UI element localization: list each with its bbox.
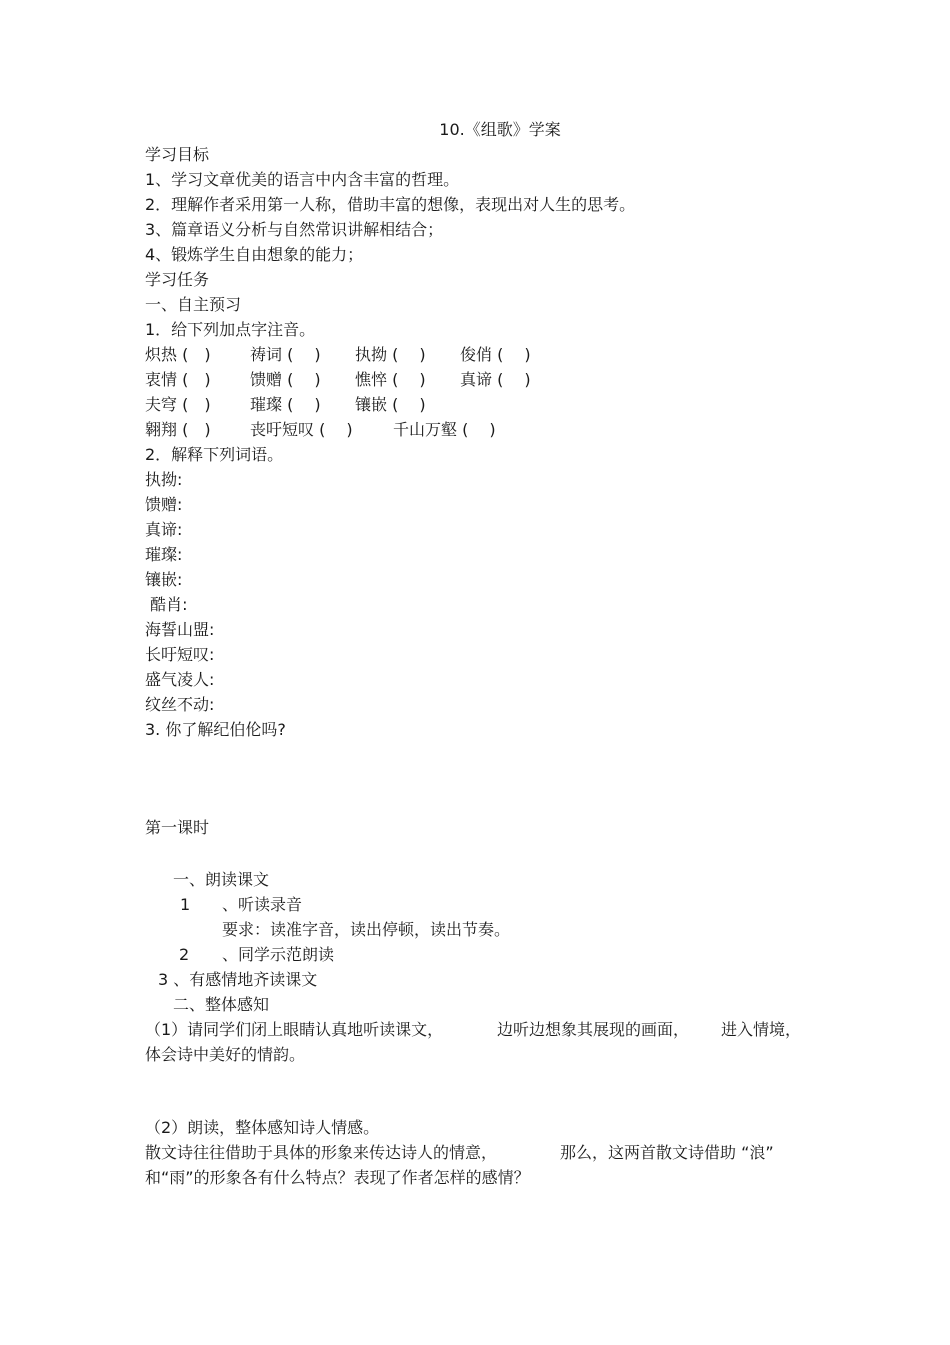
pinyin-item: 翱翔 ( ) — [145, 420, 211, 439]
overall-heading: 二、整体感知 — [173, 995, 270, 1014]
read-item: 、同学示范朗读 — [222, 945, 335, 964]
goal-item: 3、篇章语义分析与自然常识讲解相结合； — [145, 220, 444, 239]
pinyin-item: 镶嵌 ( ) — [355, 395, 426, 414]
pinyin-item: 千山万壑 ( ) — [393, 420, 496, 439]
overall-paragraph: （2）朗读，整体感知诗人情感。 — [145, 1118, 380, 1137]
section-preview: 一、自主预习 — [145, 295, 242, 314]
read-item-number: 2 — [179, 945, 190, 964]
pinyin-item: 夫穹 ( ) — [145, 395, 211, 414]
overall-paragraph: 进入情境， — [721, 1020, 802, 1039]
vocab-item: 真谛: — [145, 520, 183, 539]
pinyin-item: 璀璨 ( ) — [250, 395, 321, 414]
question-1: 1．给下列加点字注音。 — [145, 320, 316, 339]
goal-item: 1、学习文章优美的语言中内含丰富的哲理。 — [145, 170, 460, 189]
read-item: 3 、有感情地齐读课文 — [158, 970, 318, 989]
goal-item: 4、锻炼学生自由想象的能力； — [145, 245, 364, 264]
overall-paragraph: 边听边想象其展现的画面， — [497, 1020, 690, 1039]
overall-paragraph: 和“雨”的形象各有什么特点？表现了作者怎样的感情？ — [145, 1168, 530, 1187]
read-requirement: 要求：读准字音，读出停顿，读出节奏。 — [222, 920, 511, 939]
question-3: 3. 你了解纪伯伦吗? — [145, 720, 286, 739]
pinyin-item: 憔悴 ( ) — [355, 370, 426, 389]
vocab-item: 璀璨: — [145, 545, 183, 564]
pinyin-item: 执拗 ( ) — [355, 345, 426, 364]
vocab-item: 盛气凌人: — [145, 670, 215, 689]
pinyin-item: 馈赠 ( ) — [250, 370, 321, 389]
vocab-item: 执拗: — [145, 470, 183, 489]
overall-paragraph: （1）请同学们闭上眼睛认真地听读课文， — [145, 1020, 444, 1039]
vocab-item: 纹丝不动: — [145, 695, 215, 714]
overall-paragraph: 散文诗往往借助于具体的形象来传达诗人的情意， — [145, 1143, 498, 1162]
overall-paragraph: 体会诗中美好的情韵。 — [145, 1045, 306, 1064]
read-item: 、听读录音 — [222, 895, 303, 914]
lesson-heading: 第一课时 — [145, 818, 210, 837]
pinyin-item: 丧吁短叹 ( ) — [250, 420, 353, 439]
overall-paragraph: 那么，这两首散文诗借助 “浪” — [560, 1143, 774, 1162]
pinyin-item: 真谛 ( ) — [460, 370, 531, 389]
pinyin-item: 衷情 ( ) — [145, 370, 211, 389]
vocab-item: 酷肖: — [145, 595, 188, 614]
heading-tasks: 学习任务 — [145, 270, 210, 289]
heading-goals: 学习目标 — [145, 145, 210, 164]
read-heading: 一、朗读课文 — [173, 870, 270, 889]
pinyin-item: 俊俏 ( ) — [460, 345, 531, 364]
vocab-item: 镶嵌: — [145, 570, 183, 589]
pinyin-item: 炽热 ( ) — [145, 345, 211, 364]
vocab-item: 海誓山盟: — [145, 620, 215, 639]
vocab-item: 馈赠: — [145, 495, 183, 514]
document-title: 10.《组歌》学案 — [439, 120, 561, 139]
goal-item: 2．理解作者采用第一人称，借助丰富的想像，表现出对人生的思考。 — [145, 195, 636, 214]
question-2: 2．解释下列词语。 — [145, 445, 284, 464]
pinyin-item: 祷词 ( ) — [250, 345, 321, 364]
read-item-number: 1 — [180, 895, 191, 914]
vocab-item: 长吁短叹: — [145, 645, 215, 664]
